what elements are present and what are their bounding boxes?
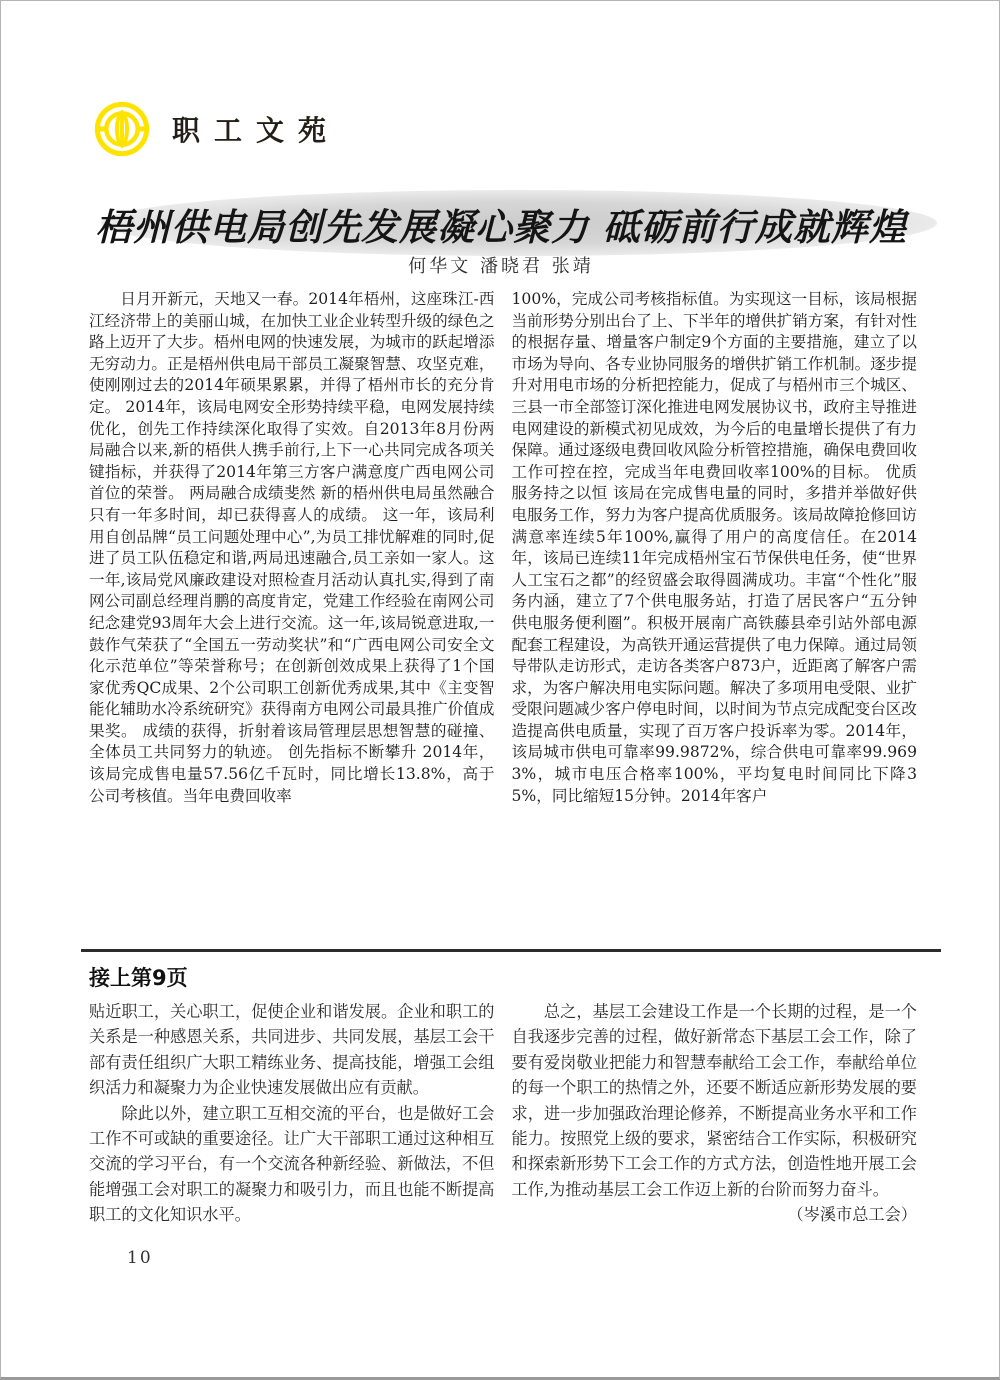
continued-right-paragraph-1: 总之，基层工会建设工作是一个长期的过程，是一个自我逐步完善的过程，做好新常态下基层工会工作，除了要有爱岗敬业把能力和智慧奉献给工会工作，奉献给单位的每一个职工的热情之外，还要不断适应新形势发展的要求，进一步加强政治理论修养，不断提高业务水平和工作能力。按照党上级的要求，紧密结合工作实际，积极研究和探索新形势下工会工作的方式方法，创造性地开展工会工作,为推动基层工会工作迈上新的台阶而努力奋斗。 (511, 1002, 917, 1199)
continued-left-paragraph-2: 除此以外，建立职工互相交流的平台，也是做好工会工作不可或缺的重要途径。让广大干部职工通过这种相互交流的学习平台，有一个交流各种新经验、新做法，不但能增强工会对职工的凝聚力和吸引力，而且也能不断提高职工的文化知识水平。 (89, 1103, 495, 1225)
continued-left-paragraph-1: 贴近职工，关心职工，促使企业和谐发展。企业和职工的关系是一种感恩关系，共同进步、共同发展，基层工会干部有责任组织广大职工精练业务、提高技能，增强工会组织活力和凝聚力为企业快速发展做出应有贡献。 (89, 1002, 495, 1098)
continued-column-left (89, 999, 495, 1239)
section-title: 职工文苑 (172, 114, 341, 147)
continued-column-right (512, 999, 918, 1239)
article-column-left: 日月开新元，天地又一春。2014年梧州，这座珠江-西江经济带上的美丽山城，在加快工业企业转型升级的绿色之路上迈开了大步。梧州电网的快速发展，为城市的跃起增添无穷动力。正是梧州供电局干部员工凝聚智慧、攻坚克难，使刚刚过去的2014年硕果累累，并得了梧州市长的充分肯定。 2014年，该局电网安全形势持续平稳，电网发展持续优化，创先工作持续深化取得了实效。自2013年8月份两局融合以来,新的梧供人携手前行,上下一心共同完成各项关键指标，并获得了2014年第三方客户满意度广西电网公司首位的荣誉。 两局融合成绩斐然 新的梧州供电局虽然融合只有一年多时间，却已获得喜人的成绩。 这一年，该局利用自创品牌“员工问题处理中心”,为员工排忧解难的同时,促进了员工队伍稳定和谐,两局迅速融合,员工亲如一家人。这一年,该局党风廉政建设对照检查月活动认真扎实,得到了南网公司副总经理肖鹏的高度肯定，党建工作经验在南网公司纪念建党93周年大会上进行交流。这一年,该局锐意进取,一鼓作气荣获了“全国五一劳动奖状”和“广西电网公司安全文化示范单位”等荣誉称号；在创新创效成果上获得了1个国家优秀QC成果、2个公司职工创新优秀成果,其中《主变智能化辅助水冷系统研究》获得南方电网公司最具推广价值成果奖。 成绩的获得，折射着该局管理层思想智慧的碰撞、全体员工共同努力的轨迹。 创先指标不断攀升 2014年，该局完成售电量57.56亿千瓦时，同比增长13.8%，高于公司考核值。当年电费回收率 (89, 290, 495, 805)
main-article (89, 289, 917, 937)
masthead (94, 99, 340, 159)
article-title: 梧州供电局创先发展凝心聚力 砥砺前行成就辉煌 (95, 205, 907, 249)
page-number: 10 (127, 1248, 153, 1268)
continued-from-header: 接上第9页 (89, 966, 188, 990)
article-authors: 何华文 潘晓君 张靖 (408, 256, 594, 277)
article-column-right: 100%，完成公司考核指标值。为实现这一目标，该局根据当前形势分别出台了上、下半年的增供扩销方案，有针对性的根据存量、增量客户制定9个方面的主要措施，建立了以市场为导向、各专业协同服务的增供扩销工作机制。逐步提升对用电市场的分析把控能力，促成了与梧州市三个城区、三县一市全部签订深化推进电网发展协议书，政府主导推进电网建设的新模式初见成效，为今后的电量增长提供了有力保障。通过逐级电费回收风险分析管控措施，确保电费回收工作可控在控，完成当年电费回收率100%的目标。 优质服务持之以恒 该局在完成售电量的同时，多措并举做好供电服务工作，努力为客户提高优质服务。该局故障抢修回访满意率连续5年100%,赢得了用户的高度信任。在2014年，该局已连续11年完成梧州宝石节保供电任务，使“世界人工宝石之都”的经贸盛会取得圆满成功。丰富“个性化”服务内涵，建立了7个供电服务站，打造了居民客户“五分钟供电服务便利圈”。积极开展南广高铁藤县牵引站外部电源配套工程建设，为高铁开通运营提供了电力保障。通过局领导带队走访形式，走访各类客户873户，近距离了解客户需求，为客户解决用电实际问题。解决了多项用电受限、业扩受限问题减少客户停电时间，以时间为节点完成配变台区改造提高供电质量，实现了百万客户投诉率为零。2014年，该局城市供电可靠率99.9872%，综合供电可靠率99.9693%，城市电压合格率100%，平均复电时间同比下降35%，同比缩短15分钟。2014年客户 (511, 290, 917, 805)
section-divider-rule (81, 949, 941, 952)
trade-union-logo-icon (94, 101, 150, 157)
article-signature: （岑溪市总工会） (787, 1205, 917, 1225)
continued-article (89, 999, 917, 1239)
